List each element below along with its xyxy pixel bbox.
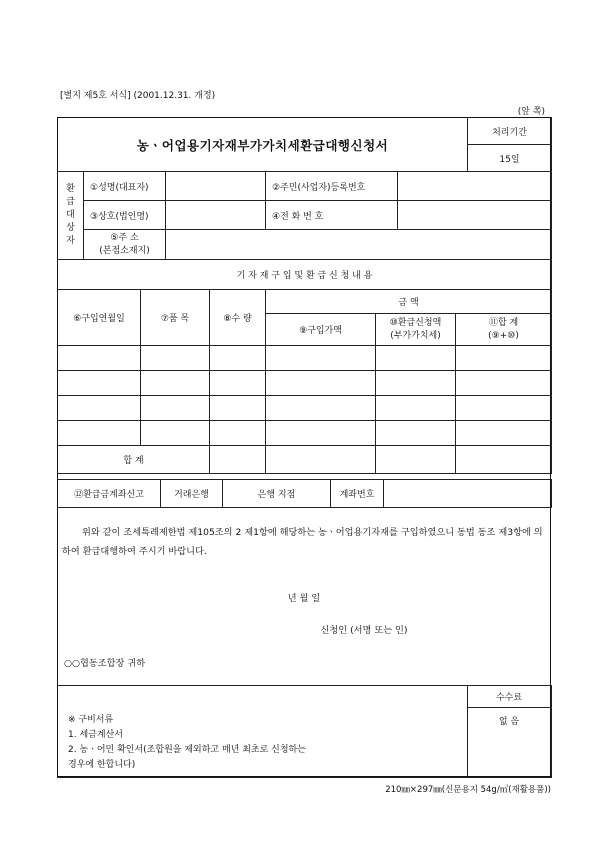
refund-amount-header: ⑩환급신청액 (부가가치세) [376, 314, 456, 346]
address-field[interactable] [166, 230, 552, 260]
purchase-date-cell[interactable] [58, 371, 141, 396]
branch-field[interactable]: 은행 지점 [223, 480, 331, 508]
refund-amount-cell[interactable] [376, 396, 456, 421]
item-header: ⑦품 목 [141, 290, 210, 346]
total-cell[interactable] [456, 396, 552, 421]
company-name-field[interactable] [166, 201, 266, 230]
refund-amount-cell[interactable] [376, 421, 456, 446]
table-row [58, 346, 552, 371]
bank-label: 거래은행 [161, 480, 223, 508]
account-number-label: 계좌번호 [331, 480, 384, 508]
company-name-label: ③상호(법인명) [84, 201, 166, 230]
refund-amount-cell[interactable] [376, 371, 456, 396]
quantity-header: ⑧수 량 [210, 290, 266, 346]
form-title: 농ㆍ어업용기자재부가가치세환급대행신청서 [58, 118, 468, 172]
purchase-date-header: ⑥구입연월일 [58, 290, 141, 346]
applicant-signature-line: 신청인 (서명 또는 인) [320, 625, 408, 636]
addressee: ○○협동조합장 귀하 [64, 658, 146, 669]
purchase-table [57, 259, 552, 474]
fee-label: 수수료 [467, 686, 551, 708]
item-cell[interactable] [141, 421, 210, 446]
total-cell[interactable] [456, 371, 552, 396]
table-row [58, 421, 552, 446]
applicant-section-label: 환 급 대 상 자 [58, 172, 84, 260]
phone-label: ④전 화 번 호 [266, 201, 398, 230]
account-table [57, 479, 552, 508]
phone-field[interactable] [398, 201, 552, 230]
processing-period-value: 15일 [468, 145, 552, 172]
quantity-cell[interactable] [210, 396, 266, 421]
purchase-price-cell[interactable] [266, 346, 376, 371]
required-documents-title: ※ 구비서류 [68, 715, 114, 725]
table-row [58, 371, 552, 396]
processing-period-label: 처리기간 [468, 118, 552, 145]
page-side-label: (앞 쪽) [517, 107, 545, 117]
grand-total-cell[interactable] [456, 446, 552, 474]
required-document-2-cont: 경우에 한합니다) [68, 760, 136, 770]
quantity-cell[interactable] [210, 421, 266, 446]
fee-value: 없 음 [467, 708, 551, 778]
totals-row [58, 446, 552, 474]
required-document-1: 1. 세금계산서 [68, 730, 123, 740]
total-header: ⑪합 계 (⑨+⑩) [456, 314, 552, 346]
total-refund-amount-cell[interactable] [376, 446, 456, 474]
purchase-date-cell[interactable] [58, 421, 141, 446]
item-cell[interactable] [141, 396, 210, 421]
application-date: 년 월 일 [287, 593, 321, 604]
declaration-text: 위와 같이 조세특례제한법 제105조의 2 제1항에 해당하는 농ㆍ어업용기자재를 구입하였으니 동법 동조 제3항에 의하여 환급대행하여 주시기 바랍니다. [62, 527, 543, 557]
total-cell[interactable] [456, 421, 552, 446]
total-quantity-cell[interactable] [210, 446, 266, 474]
required-documents [68, 713, 306, 773]
refund-amount-cell[interactable] [376, 346, 456, 371]
item-cell[interactable] [141, 371, 210, 396]
purchase-date-cell[interactable] [58, 396, 141, 421]
purchase-price-cell[interactable] [266, 371, 376, 396]
totals-row-label: 합 계 [58, 446, 210, 474]
purchase-price-header: ⑨구입가액 [266, 314, 376, 346]
name-label: ①성명(대표자) [84, 172, 166, 201]
purchase-section-title: 기 자 재 구 입 및 환 급 신 청 내 용 [58, 260, 552, 290]
registration-number-field[interactable] [398, 172, 552, 201]
quantity-cell[interactable] [210, 371, 266, 396]
form-number: [별지 제5호 서식] (2001.12.31. 개정) [60, 91, 216, 101]
title-table [57, 117, 552, 172]
purchase-price-cell[interactable] [266, 421, 376, 446]
address-label: ⑤주 소 (본점소재지) [84, 230, 166, 260]
purchase-date-cell[interactable] [58, 346, 141, 371]
total-purchase-price-cell[interactable] [266, 446, 376, 474]
total-cell[interactable] [456, 346, 552, 371]
account-number-field[interactable] [384, 480, 552, 508]
name-field[interactable] [166, 172, 266, 201]
required-document-2: 2. 농ㆍ어민 확인서(조합원을 제외하고 매년 최초로 신청하는 [68, 745, 306, 755]
quantity-cell[interactable] [210, 346, 266, 371]
amount-group-header: 금 액 [266, 290, 552, 314]
paper-spec-footer: 210㎜×297㎜(신문용지 54g/㎡(재활용품)) [385, 785, 551, 795]
item-cell[interactable] [141, 346, 210, 371]
applicant-table [57, 171, 552, 260]
purchase-price-cell[interactable] [266, 396, 376, 421]
registration-number-label: ②주민(사업자)등록번호 [266, 172, 398, 201]
refund-account-label: ⑫환급금계좌신고 [58, 480, 161, 508]
table-row [58, 396, 552, 421]
